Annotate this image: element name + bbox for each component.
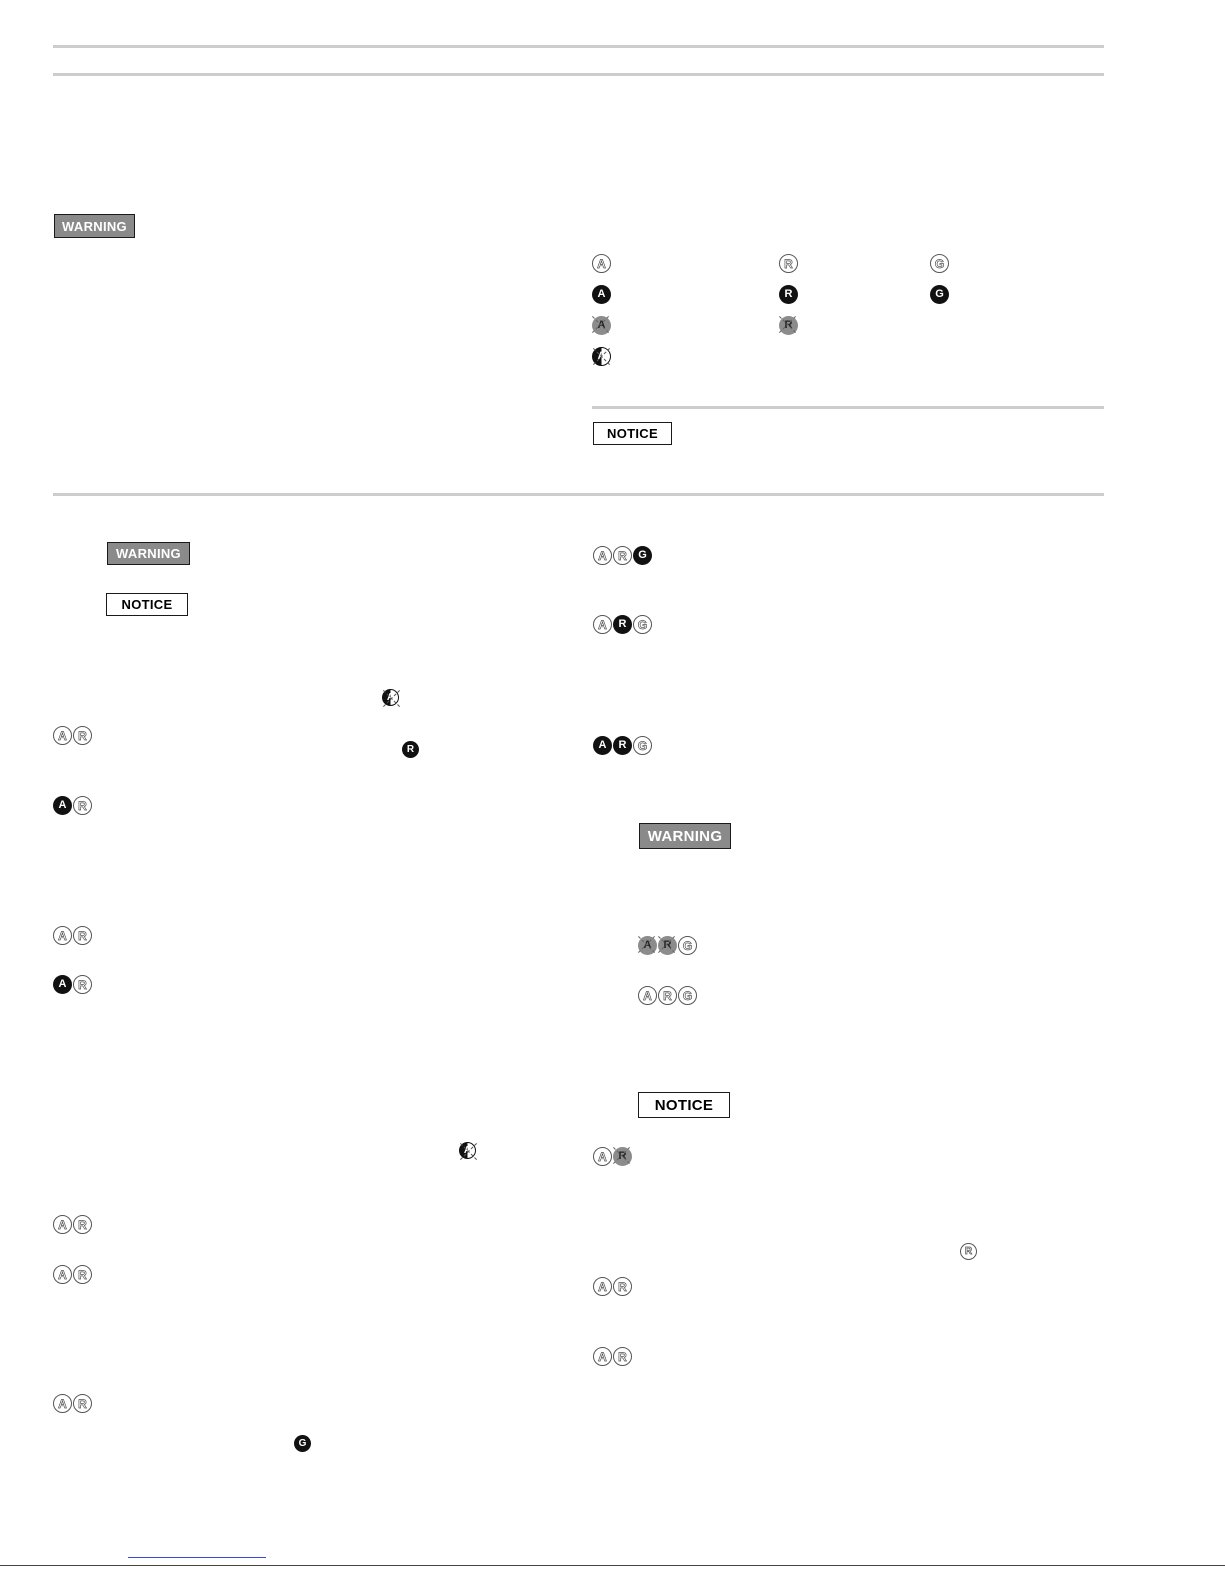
- G-outline-icon: G: [678, 936, 697, 955]
- step-a-filled-r-outline-2: [53, 975, 92, 994]
- header-rule-bottom: [53, 73, 1104, 76]
- G-outline-icon: G: [633, 615, 652, 634]
- A-outline-icon: A: [592, 254, 611, 273]
- R-outline-icon: R: [73, 926, 92, 945]
- G-filled-icon: G: [294, 1435, 311, 1452]
- legend-r-gray: [779, 316, 798, 335]
- warning-label-inline: WARNING: [107, 542, 190, 565]
- A-outline-icon: A: [593, 615, 612, 634]
- R-filled-icon: R: [402, 741, 419, 758]
- inline-r-outline: [960, 1243, 977, 1260]
- step-a-r-outline-g-filled: [593, 546, 652, 565]
- R-outline-icon: R: [73, 726, 92, 745]
- step-a-filled-r-outline: [53, 796, 92, 815]
- A-outline-icon: A: [593, 546, 612, 565]
- legend-r-outline: [779, 254, 798, 273]
- A-outline-icon: A: [638, 986, 657, 1005]
- step-a-outline-r-gray: [593, 1147, 632, 1166]
- A-outline-icon: A: [53, 926, 72, 945]
- R-outline-icon: R: [613, 1277, 632, 1296]
- G-filled-icon: G: [930, 285, 949, 304]
- A-outline-icon: A: [53, 1265, 72, 1284]
- A-outline-icon: A: [53, 1215, 72, 1234]
- A-outline-icon: A: [593, 1147, 612, 1166]
- R-outline-icon: R: [73, 796, 92, 815]
- step-a-r-filled: [593, 736, 652, 755]
- R-gray-crossed-icon: R: [658, 936, 677, 955]
- R-outline-icon: R: [779, 254, 798, 273]
- A-outline-icon: A: [593, 1277, 612, 1296]
- step-all-outline: [638, 986, 697, 1005]
- step-a-r-outline-2: [53, 926, 92, 945]
- step-r-filled: [593, 615, 652, 634]
- legend-g-filled: [930, 285, 949, 304]
- R-outline-icon: R: [960, 1243, 977, 1260]
- section-rule: [53, 493, 1104, 496]
- notice-label: NOTICE: [593, 422, 672, 445]
- R-outline-icon: R: [73, 1265, 92, 1284]
- R-outline-icon: R: [613, 1347, 632, 1366]
- inline-g-filled: [294, 1435, 311, 1452]
- step-a-r-outline-4: [53, 1265, 92, 1284]
- footer-rule: [0, 1565, 1225, 1566]
- A-filled-icon: A: [593, 736, 612, 755]
- R-outline-icon: R: [73, 1215, 92, 1234]
- legend-a-filled: [592, 285, 611, 304]
- A-outline-icon: A: [53, 1394, 72, 1413]
- R-outline-icon: R: [613, 546, 632, 565]
- step-a-r-outline-5: [53, 1394, 92, 1413]
- A-half-filled-crossed-icon: A: [382, 689, 399, 706]
- notice-label-right: NOTICE: [638, 1092, 730, 1118]
- R-gray-crossed-icon: R: [779, 316, 798, 335]
- R-filled-icon: R: [613, 615, 632, 634]
- legend-a-outline: [592, 254, 611, 273]
- step-a-r-gray: [638, 936, 697, 955]
- notice-rule: [592, 406, 1104, 409]
- R-filled-icon: R: [613, 736, 632, 755]
- footer-link-underline[interactable]: [128, 1557, 266, 1558]
- legend-g-outline: [930, 254, 949, 273]
- A-outline-icon: A: [593, 1347, 612, 1366]
- A-gray-crossed-icon: A: [638, 936, 657, 955]
- step-a-r-outline-6: [593, 1277, 632, 1296]
- inline-a-half-2: [459, 1142, 476, 1159]
- G-outline-icon: G: [930, 254, 949, 273]
- A-filled-icon: A: [53, 975, 72, 994]
- A-gray-crossed-icon: A: [592, 316, 611, 335]
- warning-label: WARNING: [54, 214, 135, 238]
- step-a-r-outline: [53, 726, 92, 745]
- A-outline-icon: A: [53, 726, 72, 745]
- notice-label-inline: NOTICE: [106, 593, 188, 616]
- inline-a-half: [382, 689, 399, 706]
- A-filled-icon: A: [592, 285, 611, 304]
- R-outline-icon: R: [73, 1394, 92, 1413]
- R-filled-icon: R: [779, 285, 798, 304]
- A-filled-icon: A: [53, 796, 72, 815]
- G-outline-icon: G: [678, 986, 697, 1005]
- legend-a-gray: [592, 316, 611, 335]
- step-a-r-outline-7: [593, 1347, 632, 1366]
- inline-r-filled: [402, 741, 419, 758]
- header-rule-top: [53, 45, 1104, 48]
- R-gray-crossed-icon: R: [613, 1147, 632, 1166]
- A-half-filled-crossed-icon: A: [592, 347, 611, 366]
- legend-a-half: [592, 347, 611, 366]
- step-a-r-outline-3: [53, 1215, 92, 1234]
- R-outline-icon: R: [658, 986, 677, 1005]
- R-outline-icon: R: [73, 975, 92, 994]
- A-half-filled-crossed-icon: A: [459, 1142, 476, 1159]
- G-filled-icon: G: [633, 546, 652, 565]
- legend-r-filled: [779, 285, 798, 304]
- warning-label-right: WARNING: [639, 823, 731, 849]
- G-outline-icon: G: [633, 736, 652, 755]
